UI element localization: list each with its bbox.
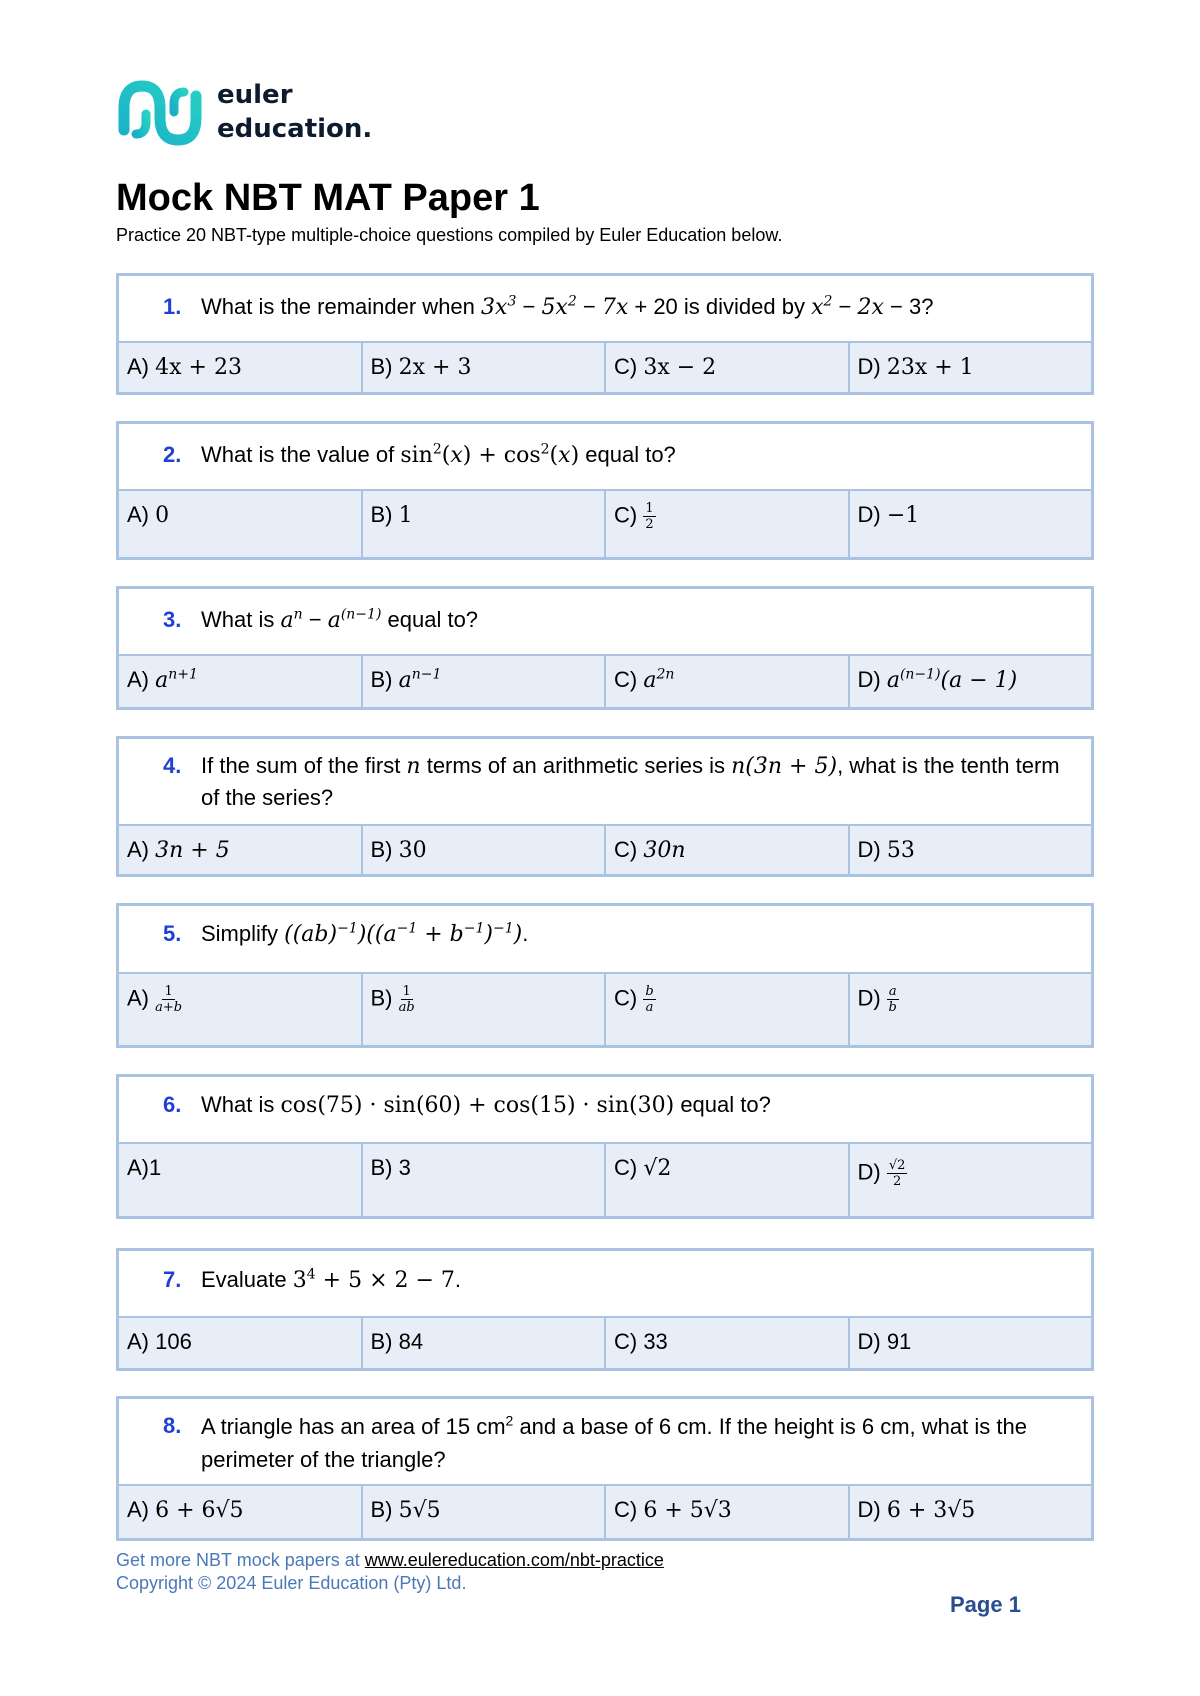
- options-row: [119, 343, 1091, 392]
- brand-line-1: euler: [217, 80, 293, 110]
- question-text: What is cos(75) · sin(60) + cos(15) · sin(30) equal to?: [201, 1092, 771, 1118]
- question-header: [119, 424, 1091, 491]
- question-header: [119, 1251, 1091, 1318]
- question-card: [116, 421, 1094, 560]
- footer-link[interactable]: www.eulereducation.com/nbt-practice: [364, 1550, 664, 1570]
- option-d[interactable]: D) 91: [857, 1329, 912, 1354]
- option-a[interactable]: A) 0: [119, 491, 363, 557]
- question-text: What is the value of $\sin^2(x) + \cos^2(x)$ equal to?: [201, 441, 676, 468]
- option-a[interactable]: A) 106: [119, 1318, 363, 1368]
- option-b[interactable]: B) 2x + 3: [363, 343, 607, 392]
- option-b[interactable]: B) 1: [363, 491, 607, 557]
- question-number: 8.: [163, 1413, 182, 1438]
- options-row: [119, 491, 1091, 557]
- option-d[interactable]: D) 6 + 3√5: [857, 1497, 976, 1523]
- option-c[interactable]: C) √2: [606, 1144, 850, 1216]
- question-header: [119, 1077, 1091, 1144]
- option-a[interactable]: A) $a^{n+1}$: [119, 656, 363, 707]
- footer-more-papers: [116, 1550, 664, 1571]
- question-text: A triangle has an area of 15 $cm^2$ and a base of 6 cm. If the height is 6 cm, what is the perimeter of the triangle?: [201, 1412, 1027, 1472]
- options-row: [119, 1144, 1091, 1216]
- question-card: [116, 736, 1094, 877]
- options-row: [119, 974, 1091, 1045]
- question-number: 7.: [163, 1267, 182, 1292]
- page-subtitle: Practice 20 NBT-type multiple-choice questions compiled by Euler Education below.: [116, 225, 783, 245]
- option-b[interactable]: B) 3: [363, 1144, 607, 1216]
- option-a[interactable]: A) 4x + 23: [119, 343, 363, 392]
- option-d[interactable]: D) −1: [857, 502, 920, 528]
- option-a[interactable]: A) 6 + 6√5: [119, 1486, 363, 1538]
- question-header: [119, 1399, 1091, 1486]
- option-c[interactable]: C) $a^{2n}$: [606, 656, 850, 707]
- question-number: 5.: [163, 921, 182, 946]
- option-c[interactable]: C) 33: [606, 1318, 850, 1368]
- question-header: [119, 906, 1091, 974]
- option-c[interactable]: C) $\frac{b}{a}$: [606, 974, 850, 1045]
- question-number: 3.: [163, 607, 182, 632]
- euler-logo: [116, 78, 376, 148]
- option-c[interactable]: C) 30n: [606, 826, 850, 874]
- question-number: 4.: [163, 753, 182, 778]
- question-card: [116, 273, 1094, 395]
- options-row: [119, 1318, 1091, 1368]
- question-card: [116, 586, 1094, 710]
- question-header: [119, 276, 1091, 343]
- option-b[interactable]: B) 5√5: [363, 1486, 607, 1538]
- question-card: [116, 1396, 1094, 1541]
- option-c[interactable]: C) 6 + 5√3: [606, 1486, 850, 1538]
- option-b[interactable]: B) $a^{n-1}$: [363, 656, 607, 707]
- question-number: 6.: [163, 1092, 182, 1117]
- question-header: [119, 589, 1091, 656]
- option-c[interactable]: C) 3x − 2: [606, 343, 850, 392]
- question-number: 1.: [163, 294, 182, 319]
- question-card: [116, 1074, 1094, 1219]
- option-a[interactable]: A) $\frac{1}{a+b}$: [119, 974, 363, 1045]
- question-number: 2.: [163, 442, 182, 467]
- option-b[interactable]: B) 84: [363, 1318, 607, 1368]
- page-number: Page 1: [950, 1592, 1021, 1617]
- question-card: [116, 1248, 1094, 1371]
- euler-logo-icon: [116, 78, 206, 148]
- page-title: Mock NBT MAT Paper 1: [116, 177, 540, 219]
- question-text: What is $a^n - a^{(n-1)}$ equal to?: [201, 606, 479, 633]
- question-header: [119, 739, 1091, 826]
- option-a[interactable]: A) 3n + 5: [119, 826, 363, 874]
- options-row: [119, 826, 1091, 874]
- brand-name: [217, 78, 372, 146]
- options-row: [119, 1486, 1091, 1538]
- brand-line-2: education.: [217, 114, 373, 144]
- question-text: If the sum of the first n terms of an arithmetic series is n(3n + 5), what is the tenth term of the series?: [201, 753, 1060, 810]
- option-d[interactable]: D) $\frac{a}{b}$: [857, 984, 897, 1015]
- option-d[interactable]: D) 23x + 1: [857, 354, 974, 380]
- question-text: Evaluate $3^4 + 5 \times 2 - 7$.: [201, 1266, 462, 1293]
- option-a[interactable]: A)1: [119, 1144, 363, 1216]
- question-card: [116, 903, 1094, 1048]
- option-c[interactable]: C) $\frac{1}{2}$: [606, 491, 850, 557]
- option-d[interactable]: D) 53: [857, 837, 915, 863]
- option-b[interactable]: B) $\frac{1}{ab}$: [363, 974, 607, 1045]
- option-d[interactable]: D) $a^{(n-1)}(a - 1)$: [857, 666, 1018, 693]
- option-d[interactable]: D) $\frac{√2}{2}$: [857, 1158, 906, 1189]
- options-row: [119, 656, 1091, 707]
- option-b[interactable]: B) 30: [363, 826, 607, 874]
- footer-more-prefix: Get more NBT mock papers at: [116, 1550, 365, 1570]
- question-text: Simplify $((ab)^{-1})((a^{-1} + b^{-1})^{-1})$.: [201, 920, 529, 947]
- footer-copyright: Copyright © 2024 Euler Education (Pty) Ltd.: [116, 1573, 467, 1593]
- question-text: What is the remainder when $3x^3 - 5x^2 - 7x + 20$ is divided by $x^2 - 2x - 3$?: [201, 293, 934, 320]
